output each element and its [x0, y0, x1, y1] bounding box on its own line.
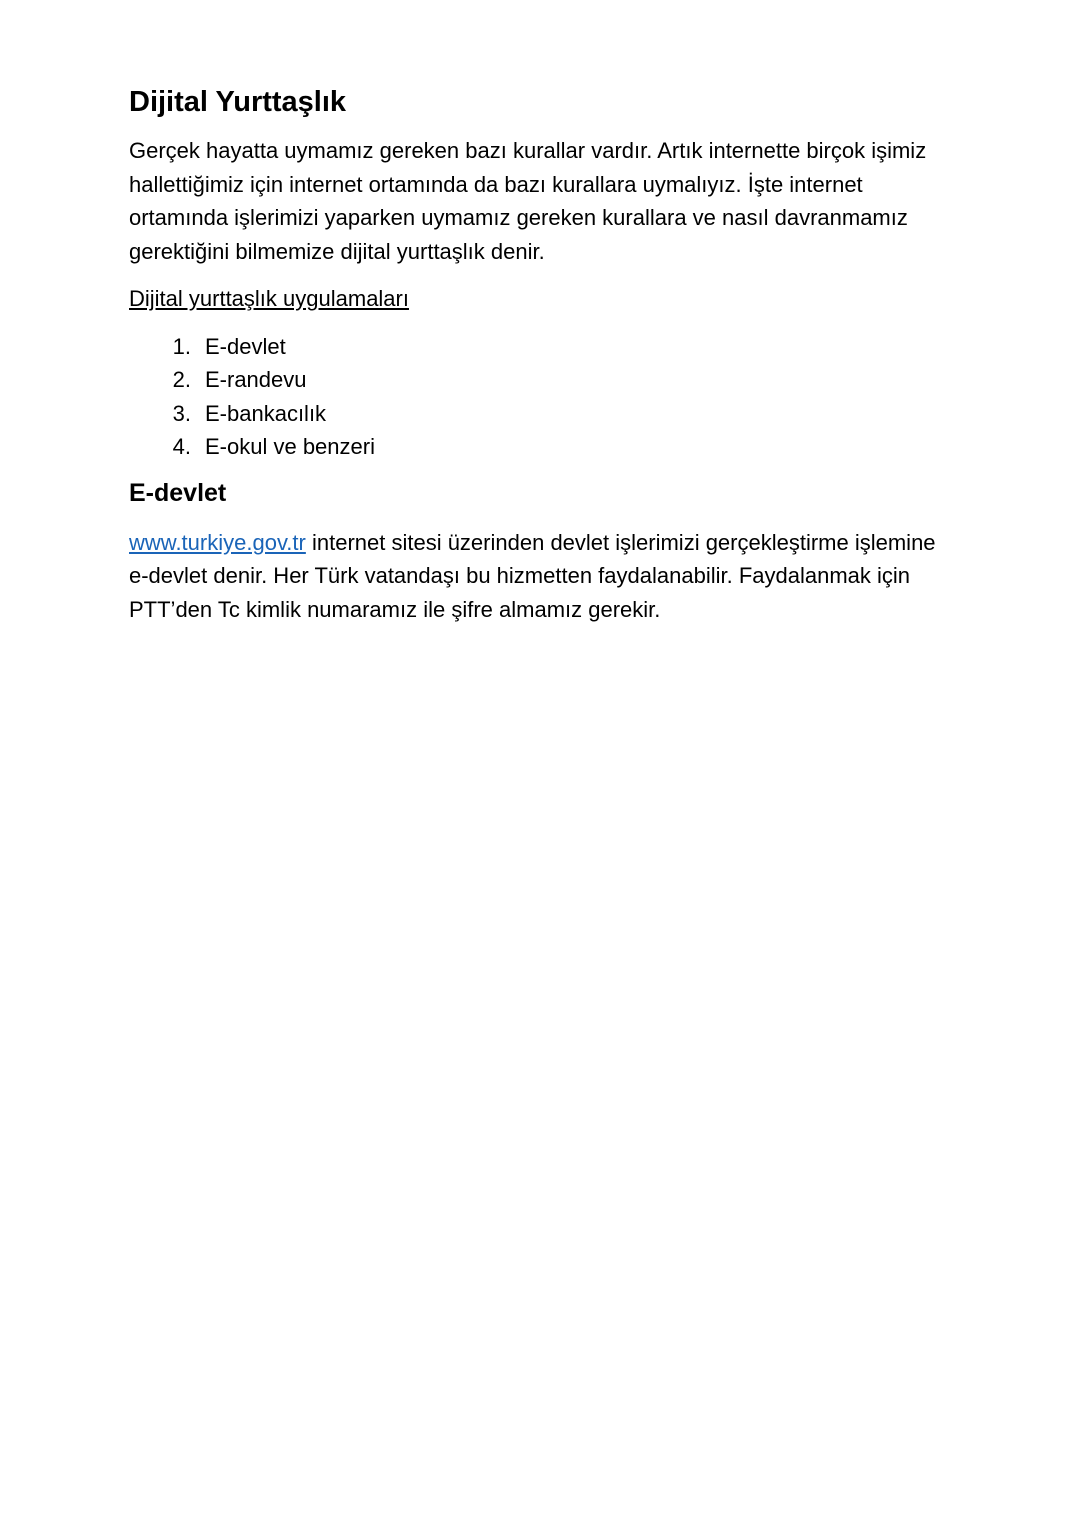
turkiye-gov-link[interactable]: www.turkiye.gov.tr	[129, 529, 306, 555]
list-item-text: E-okul ve benzeri	[205, 434, 375, 459]
list-item-number: 2.	[172, 367, 191, 392]
list-item-text: E-randevu	[205, 367, 307, 392]
list-item	[129, 330, 949, 364]
list-item-text: E-devlet	[205, 333, 286, 359]
list-item	[129, 430, 949, 464]
edevlet-body-text: internet sitesi üzerinden devlet işlerimizi gerçekleştirme işlemine e-devlet denir. Her Türk vatandaşı bu hizmetten faydalanabilir. Faydalanmak için PTT’den Tc kimlik numaramız ile şifre almamız gerekir.	[129, 529, 936, 622]
document-page	[129, 80, 949, 640]
edevlet-paragraph	[129, 526, 949, 627]
list-item-number: 3.	[172, 400, 191, 426]
list-item	[129, 397, 949, 431]
list-item	[129, 363, 949, 397]
applications-list	[129, 330, 949, 464]
applications-heading: Dijital yurttaşlık uygulamaları	[129, 286, 409, 311]
page-title: Dijital Yurttaşlık	[129, 86, 347, 118]
list-item-number: 4.	[172, 434, 191, 459]
edevlet-heading: E-devlet	[129, 478, 227, 507]
list-item-text: E-bankacılık	[205, 400, 327, 426]
intro-paragraph: Gerçek hayatta uymamız gereken bazı kurallar vardır. Artık internette birçok işimiz hallettiğimiz için internet ortamında da bazı kurallara uymalıyız. İşte internet ortamında işlerimizi yaparken uymamız gereken kurallara ve nasıl davranmamız gerektiğini bilmemize dijital yurttaşlık denir.	[129, 138, 927, 264]
list-item-number: 1.	[172, 333, 191, 359]
